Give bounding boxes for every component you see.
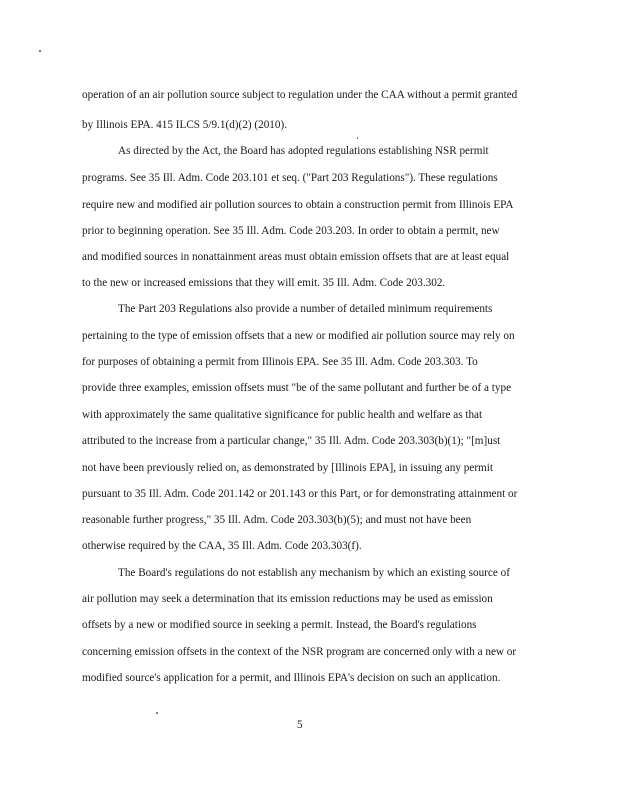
- text-line: air pollution may seek a determination that its emission reductions may be used as emission: [82, 593, 493, 605]
- text-line: prior to beginning operation. See 35 Ill. Adm. Code 203.203. In order to obtain a permit, new: [82, 225, 500, 237]
- text-line: pursuant to 35 Ill. Adm. Code 201.142 or 201.143 or this Part, or for demonstrating attainment or: [82, 488, 518, 500]
- text-line: provide three examples, emission offsets must "be of the same pollutant and further be of a type: [82, 382, 512, 394]
- paragraph-start-line: As directed by the Act, the Board has adopted regulations establishing NSR permit: [118, 145, 489, 157]
- paragraph-start-line: The Part 203 Regulations also provide a number of detailed minimum requirements: [118, 303, 493, 315]
- text-line: operation of an air pollution source subject to regulation under the CAA without a permit granted: [82, 89, 518, 101]
- text-line: programs. See 35 Ill. Adm. Code 203.101 et seq. ("Part 203 Regulations"). These regulations: [82, 172, 498, 184]
- scan-speck: [357, 137, 358, 139]
- scan-speck: [39, 50, 41, 52]
- page-number: 5: [297, 719, 303, 731]
- text-line: offsets by a new or modified source in seeking a permit. Instead, the Board's regulations: [82, 619, 477, 631]
- text-line: require new and modified air pollution sources to obtain a construction permit from Illinois EPA: [82, 199, 514, 211]
- text-line: attributed to the increase from a particular change," 35 Ill. Adm. Code 203.303(b)(1); "[m]ust: [82, 435, 501, 447]
- text-line: modified source's application for a permit, and Illinois EPA's decision on such an application.: [82, 672, 501, 684]
- text-line: reasonable further progress," 35 Ill. Adm. Code 203.303(b)(5); and must not have been: [82, 514, 472, 526]
- text-line: otherwise required by the CAA, 35 Ill. Adm. Code 203.303(f).: [82, 540, 362, 552]
- text-line: with approximately the same qualitative significance for public health and welfare as that: [82, 409, 483, 421]
- scan-speck: [156, 712, 158, 714]
- paragraph-start-line: The Board's regulations do not establish any mechanism by which an existing source of: [118, 567, 510, 579]
- text-line: for purposes of obtaining a permit from Illinois EPA. See 35 Ill. Adm. Code 203.303. To: [82, 356, 478, 368]
- text-line: and modified sources in nonattainment areas must obtain emission offsets that are at least equal: [82, 251, 510, 263]
- text-line: concerning emission offsets in the context of the NSR program are concerned only with a new or: [82, 646, 517, 658]
- text-line: not have been previously relied on, as demonstrated by [Illinois EPA], in issuing any permit: [82, 462, 493, 474]
- text-line: by Illinois EPA. 415 ILCS 5/9.1(d)(2) (2010).: [82, 119, 287, 131]
- text-line: pertaining to the type of emission offsets that a new or modified air pollution source may rely on: [82, 330, 515, 342]
- text-line: to the new or increased emissions that they will emit. 35 Ill. Adm. Code 203.302.: [82, 277, 446, 289]
